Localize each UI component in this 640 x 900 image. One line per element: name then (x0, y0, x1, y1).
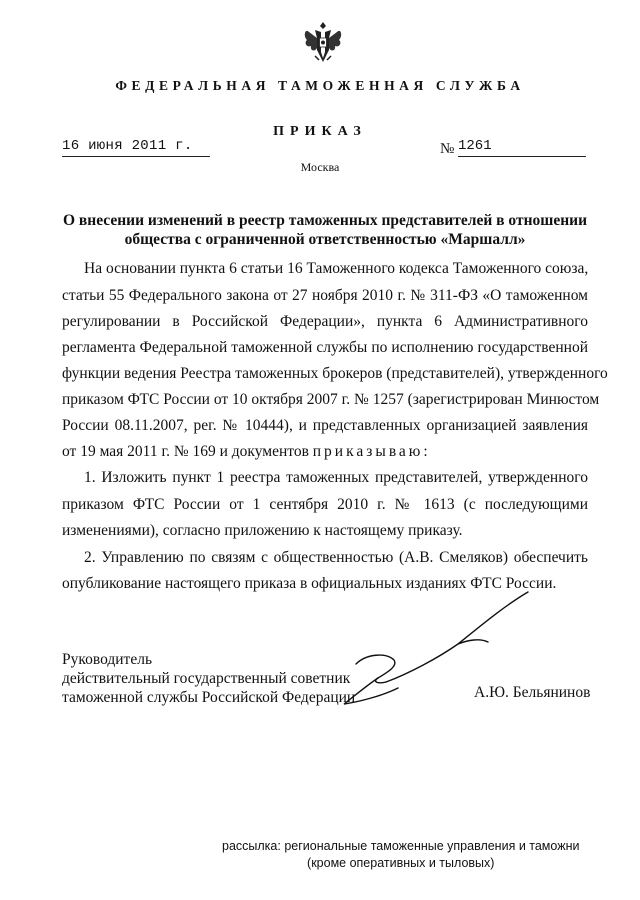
document-type: ПРИКАЗ (273, 124, 367, 139)
signer-name: А.Ю. Бельянинов (474, 684, 591, 701)
russian-coat-of-arms-icon (301, 18, 345, 66)
body-line: изменениями), согласно приложению к настоящему приказу. (62, 522, 463, 539)
body-line: регламента Федеральной таможенной службы по исполнению государственной (62, 339, 588, 356)
order-number-label: № (440, 141, 455, 157)
body-line: регулировании в Российской Федерации», пункта 6 Административного (62, 313, 588, 330)
body-line: На основании пункта 6 статьи 16 Таможенного кодекса Таможенного союза, (84, 260, 589, 277)
agency-name: ФЕДЕРАЛЬНАЯ ТАМОЖЕННАЯ СЛУЖБА (115, 78, 525, 93)
body-line: 2. Управлению по связям с общественностью (А.В. Смеляков) обеспечить (84, 549, 588, 566)
signer-position: Руководитель (62, 651, 153, 668)
mailing-list (222, 838, 579, 872)
mailing-line: рассылка: региональные таможенные управления и таможни (222, 839, 580, 853)
signer-service: таможенной службы Российской Федерации (62, 689, 356, 706)
body-text: от 19 мая 2011 г. № 169 и документов (62, 443, 313, 460)
signer-rank: действительный государственный советник (62, 670, 351, 687)
order-verb: приказываю: (312, 443, 431, 460)
body-line (62, 442, 588, 462)
body-line: приказом ФТС России от 10 октября 2007 г. № 1257 (зарегистрирован Минюстом (62, 391, 600, 408)
order-number: 1261 (458, 138, 586, 157)
body-line: приказом ФТС России от 1 сентября 2010 г. № 1613 (с последующими (62, 496, 588, 513)
title-line: О внесении изменений в реестр таможенных представителей в отношении (62, 212, 588, 229)
body-line: России 08.11.2007, рег. № 10444), и представленных организацией заявления (62, 417, 588, 434)
body-line: функции ведения Реестра таможенных брокеров (представителей), утвержденного (62, 365, 608, 382)
city: Москва (300, 160, 340, 174)
body-line: опубликование настоящего приказа в официальных изданиях ФТС России. (62, 575, 557, 592)
title-line: общества с ограниченной ответственностью «Маршалл» (124, 231, 526, 248)
body-line: 1. Изложить пункт 1 реестра таможенных представителей, утвержденного (84, 469, 588, 486)
mailing-line: (кроме оперативных и тыловых) (307, 856, 495, 870)
order-title (62, 211, 588, 249)
body-line: статьи 55 Федерального закона от 27 ноября 2010 г. № 311-ФЗ «О таможенном (62, 287, 588, 304)
order-date: 16 июня 2011 г. (62, 138, 210, 157)
